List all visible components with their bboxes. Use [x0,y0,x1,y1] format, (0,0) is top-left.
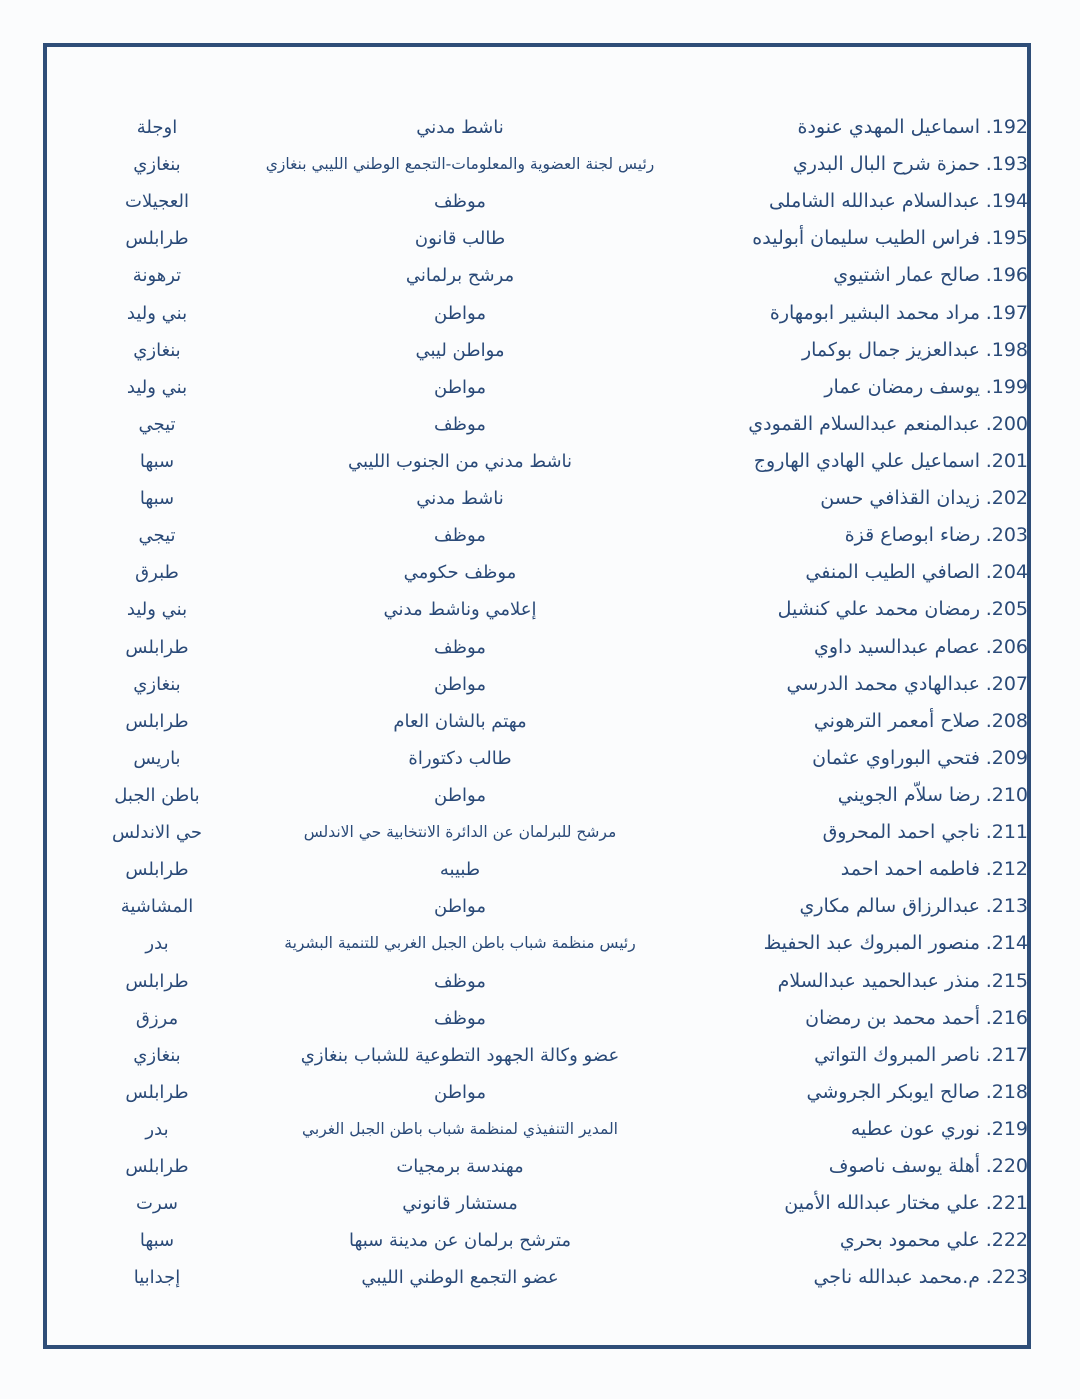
person-name: منصور المبروك عبد الحفيظ [763,932,980,955]
list-row [0,443,1080,480]
row-number: .207 [985,672,1028,695]
person-name: اسماعيل المهدي عنودة [797,116,980,138]
person-role: ناشط مدني [416,488,504,510]
person-role: مواطن [434,302,486,324]
row-number: .221 [985,1192,1028,1215]
row-number: .219 [985,1117,1028,1140]
person-city: مرزق [135,1007,179,1029]
person-name: أحمد محمد بن رمضان [805,1006,980,1029]
person-role: رئيس منظمة شباب باطن الجبل الغربي للتنمية البشرية [284,934,636,953]
list-row [0,703,1080,740]
person-city: تيجي [138,525,176,547]
person-role: مواطن [434,1081,486,1103]
row-number: .194 [985,190,1028,213]
person-role: موظف [434,1007,486,1029]
person-city: بدر [145,1118,169,1140]
list-row [0,257,1080,294]
person-name: فتحي البوراوي عثمان [812,746,980,769]
row-number: .205 [985,598,1028,621]
person-city: إجدابيا [133,1267,181,1289]
person-city: تيجي [138,413,176,435]
row-number: .204 [985,561,1028,584]
row-number: .213 [985,895,1028,918]
person-role: عضو وكالة الجهود التطوعية للشباب بنغازي [300,1044,620,1066]
person-city: باريس [133,747,181,769]
row-number: .211 [985,821,1028,844]
person-name: عبدالرزاق سالم مكاري [799,895,980,918]
person-role: إعلامي وناشط مدني [383,599,537,621]
list-row [0,406,1080,443]
row-number: .195 [985,227,1028,250]
list-row [0,925,1080,962]
person-city: بنغازي [133,673,181,695]
list-row [0,777,1080,814]
person-name: زيدان القذافي حسن [820,487,980,510]
row-number: .223 [985,1266,1028,1289]
row-number: .203 [985,524,1028,547]
person-role: مواطن ليبي [415,339,505,361]
row-number: .208 [985,709,1028,732]
row-number: .216 [985,1006,1028,1029]
person-name: يوسف رمضان عمار [824,375,980,398]
list-row [0,1148,1080,1185]
person-name: صالح عمار اشتيوي [833,264,980,287]
row-number: .217 [985,1043,1028,1066]
person-role: طالب قانون [414,228,506,250]
person-role: المدير التنفيذي لمنظمة شباب باطن الجبل الغربي [302,1119,618,1138]
person-name: علي محمود بحري [839,1229,980,1252]
person-name: عبدالهادي محمد الدرسي [786,672,980,695]
person-role: ناشط مدني من الجنوب الليبي [347,450,573,472]
person-city: سبها [139,1230,175,1252]
list-row [0,1000,1080,1037]
list-row [0,332,1080,369]
person-city: سبها [139,488,175,510]
person-name: ناجي احمد المحروق [822,821,980,844]
person-city: سرت [136,1193,178,1215]
person-role: مرشح للبرلمان عن الدائرة الانتخابية حي الاندلس [303,823,617,842]
person-city: سبها [139,450,175,472]
person-city: طرابلس [125,710,189,732]
person-name: عبدالعزيز جمال بوكمار [801,338,980,361]
person-city: طرابلس [125,1156,189,1178]
person-role: موظف [434,970,486,992]
person-city: بدر [145,933,169,955]
list-row [0,814,1080,851]
person-role: مواطن [434,376,486,398]
person-role: مواطن [434,784,486,806]
person-name: م.محمد عبدالله ناجي [813,1266,980,1289]
list-row [0,1037,1080,1074]
row-number: .200 [985,412,1028,435]
person-name: عصام عبدالسيد داوي [814,635,980,658]
row-number: .202 [985,487,1028,510]
list-row [0,666,1080,703]
row-number: .210 [985,783,1028,806]
list-row [0,146,1080,183]
person-role: مهتم بالشان العام [393,710,527,732]
person-city: طرابلس [125,1081,189,1103]
row-number: .209 [985,746,1028,769]
list-row [0,740,1080,777]
list-row [0,1111,1080,1148]
row-number: .201 [985,449,1028,472]
list-row [0,1259,1080,1296]
list-row [0,554,1080,591]
person-role: موظف [434,191,486,213]
person-name: نوري عون عطيه [850,1117,980,1140]
list-row [0,1074,1080,1111]
row-number: .214 [985,932,1028,955]
person-name: مراد محمد البشير ابومهارة [769,301,980,324]
row-number: .199 [985,375,1028,398]
person-name: حمزة شرح البال البدري [792,153,980,176]
person-role: موظف [434,413,486,435]
row-number: .197 [985,301,1028,324]
list-row [0,888,1080,925]
person-city: المشاشية [120,896,194,918]
list-row [0,295,1080,332]
person-city: طرابلس [125,859,189,881]
person-name: ناصر المبروك التواتي [814,1043,980,1066]
person-name: صالح ايوبكر الجروشي [806,1080,980,1103]
row-number: .218 [985,1080,1028,1103]
signatories-list [0,109,1080,1297]
list-row [0,183,1080,220]
person-city: بنغازي [133,339,181,361]
person-role: مواطن [434,673,486,695]
person-role: مستشار قانوني [402,1193,518,1215]
row-number: .212 [985,858,1028,881]
person-role: عضو التجمع الوطني الليبي [361,1267,559,1289]
person-city: باطن الجبل [114,784,200,806]
row-number: .222 [985,1229,1028,1252]
person-name: رمضان محمد علي كنشيل [777,598,980,621]
person-city: ترهونة [132,265,182,287]
person-role: رئيس لجنة العضوية والمعلومات-التجمع الوطني الليبي بنغازي [265,155,655,174]
person-name: علي مختار عبدالله الأمين [784,1192,980,1215]
person-city: اوجلة [136,117,178,138]
person-city: حي الاندلس [111,822,202,844]
person-role: طبيبه [439,859,481,881]
row-number: .206 [985,635,1028,658]
person-role: مواطن [434,896,486,918]
list-row [0,369,1080,406]
person-name: عبدالسلام عبدالله الشاملى [769,190,980,213]
list-row [0,851,1080,888]
person-name: اسماعيل علي الهادي الهاروج [753,449,980,472]
person-city: بنغازي [133,154,181,176]
person-role: مرشح برلماني [405,265,515,287]
row-number: .215 [985,969,1028,992]
person-city: بني وليد [126,599,188,621]
row-number: .192 [985,116,1028,138]
row-number: .196 [985,264,1028,287]
list-row [0,963,1080,1000]
person-name: فراس الطيب سليمان أبوليده [752,227,980,250]
person-name: الصافي الطيب المنفي [805,561,980,584]
person-role: موظف [434,636,486,658]
person-name: عبدالمنعم عبدالسلام القمودي [748,412,980,435]
list-row [0,220,1080,257]
person-role: موظف حكومي [403,562,517,584]
person-name: رضاء ابوصاع قزة [844,524,980,547]
person-name: أهلة يوسف ناصوف [828,1155,980,1178]
person-role: موظف [434,525,486,547]
list-row [0,629,1080,666]
person-role: ناشط مدني [416,117,504,138]
person-city: العجيلات [125,191,189,213]
person-role: مترشح برلمان عن مدينة سبها [348,1230,572,1252]
person-role: طالب دكتوراة [408,747,512,769]
person-city: بنغازي [133,1044,181,1066]
person-city: طرابلس [125,228,189,250]
person-name: منذر عبدالحميد عبدالسلام [777,969,980,992]
person-name: رضا سلاّم الجويني [837,783,980,806]
person-name: صلاح أمعمر الترهوني [813,709,980,732]
row-number: .193 [985,153,1028,176]
person-city: بني وليد [126,376,188,398]
person-role: مهندسة برمجيات [396,1156,524,1178]
list-row [0,1222,1080,1259]
list-row [0,591,1080,628]
list-row [0,517,1080,554]
person-city: طرابلس [125,970,189,992]
person-name: فاطمه احمد احمد [840,858,980,881]
person-city: طبرق [135,562,179,584]
row-number: .198 [985,338,1028,361]
list-row [0,109,1080,146]
person-city: طرابلس [125,636,189,658]
list-row [0,1185,1080,1222]
row-number: .220 [985,1155,1028,1178]
person-city: بني وليد [126,302,188,324]
list-row [0,480,1080,517]
